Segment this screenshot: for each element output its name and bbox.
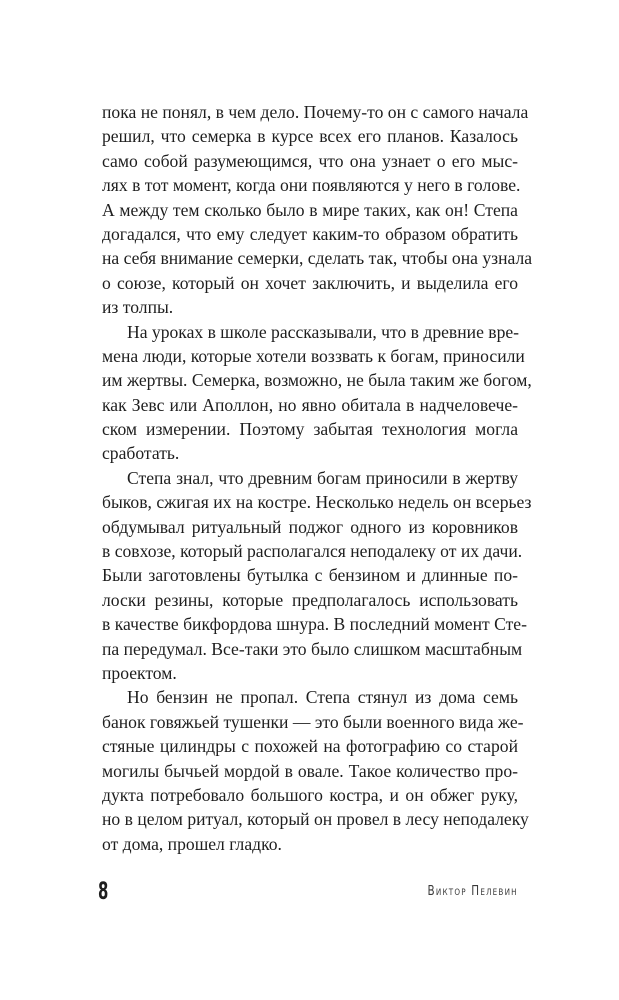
text-line: лях в тот момент, когда они появляются у него в голове.: [102, 175, 521, 196]
text-line: банок говяжьей тушенки — это были военного вида же-: [102, 711, 524, 732]
text-line: сработать.: [102, 443, 180, 464]
text-line: на себя внимание семерки, сделать так, чтобы она узнала: [102, 248, 533, 269]
text-line: как Зевс или Аполлон, но явно обитала в надчеловече-: [102, 394, 518, 415]
body-text: [102, 100, 533, 856]
text-line: Были заготовлены бутылка с бензином и длинные по-: [102, 565, 518, 586]
text-line: обдумывал ритуальный поджог одного из коровников: [102, 516, 518, 537]
text-line: мена люди, которые хотели воззвать к богам, приносили: [102, 345, 525, 366]
text-line: быков, сжигая их на костре. Несколько недель он всерьез: [102, 492, 532, 513]
text-line: лоски резины, которые предполагалось использовать: [102, 589, 518, 610]
text-line: само собой разумеющимся, что она узнает о его мыс-: [102, 150, 518, 171]
text-line: стяные цилиндры с похожей на фотографию со старой: [102, 736, 518, 757]
text-line: догадался, что ему следует каким-то образом обратить: [102, 223, 518, 244]
paragraph-start-line: Но бензин не пропал. Степа стянул из дома семь: [127, 687, 518, 708]
text-line: па передумал. Все-таки это было слишком масштабным: [102, 638, 523, 659]
text-line: пока не понял, в чем дело. Почему-то он с самого начала: [102, 102, 529, 122]
text-line: дукта потребовало большого костра, и он обжег руку,: [102, 784, 518, 805]
text-line: ском измерении. Поэтому забытая технология могла: [102, 419, 518, 440]
paragraph-start-line: Степа знал, что древним богам приносили в жертву: [127, 467, 518, 488]
text-line: им жертвы. Семерка, возможно, не была таким же богом,: [102, 370, 532, 391]
text-line: А между тем сколько было в мире таких, как он! Степа: [102, 199, 518, 220]
text-line: о союзе, который он хочет заключить, и выделила его: [102, 272, 518, 293]
text-line: из толпы.: [102, 297, 174, 318]
text-line: в совхозе, который располагался неподалеку от их дачи.: [102, 541, 523, 562]
text-line: но в целом ритуал, который он провел в лесу неподалеку: [102, 809, 529, 830]
running-head-author: Виктор Пелевин: [427, 884, 518, 899]
text-line: могилы бычьей мордой в овале. Такое количество про-: [102, 760, 518, 781]
page-number: 8: [98, 877, 109, 905]
text-line: решил, что семерка в курсе всех его планов. Казалось: [102, 126, 518, 147]
text-line: проектом.: [102, 662, 177, 683]
paragraph-start-line: На уроках в школе рассказывали, что в древние вре-: [127, 321, 520, 342]
text-line: в качестве бикфордова шнура. В последний момент Сте-: [102, 614, 527, 635]
text-line: от дома, прошел гладко.: [102, 833, 282, 854]
